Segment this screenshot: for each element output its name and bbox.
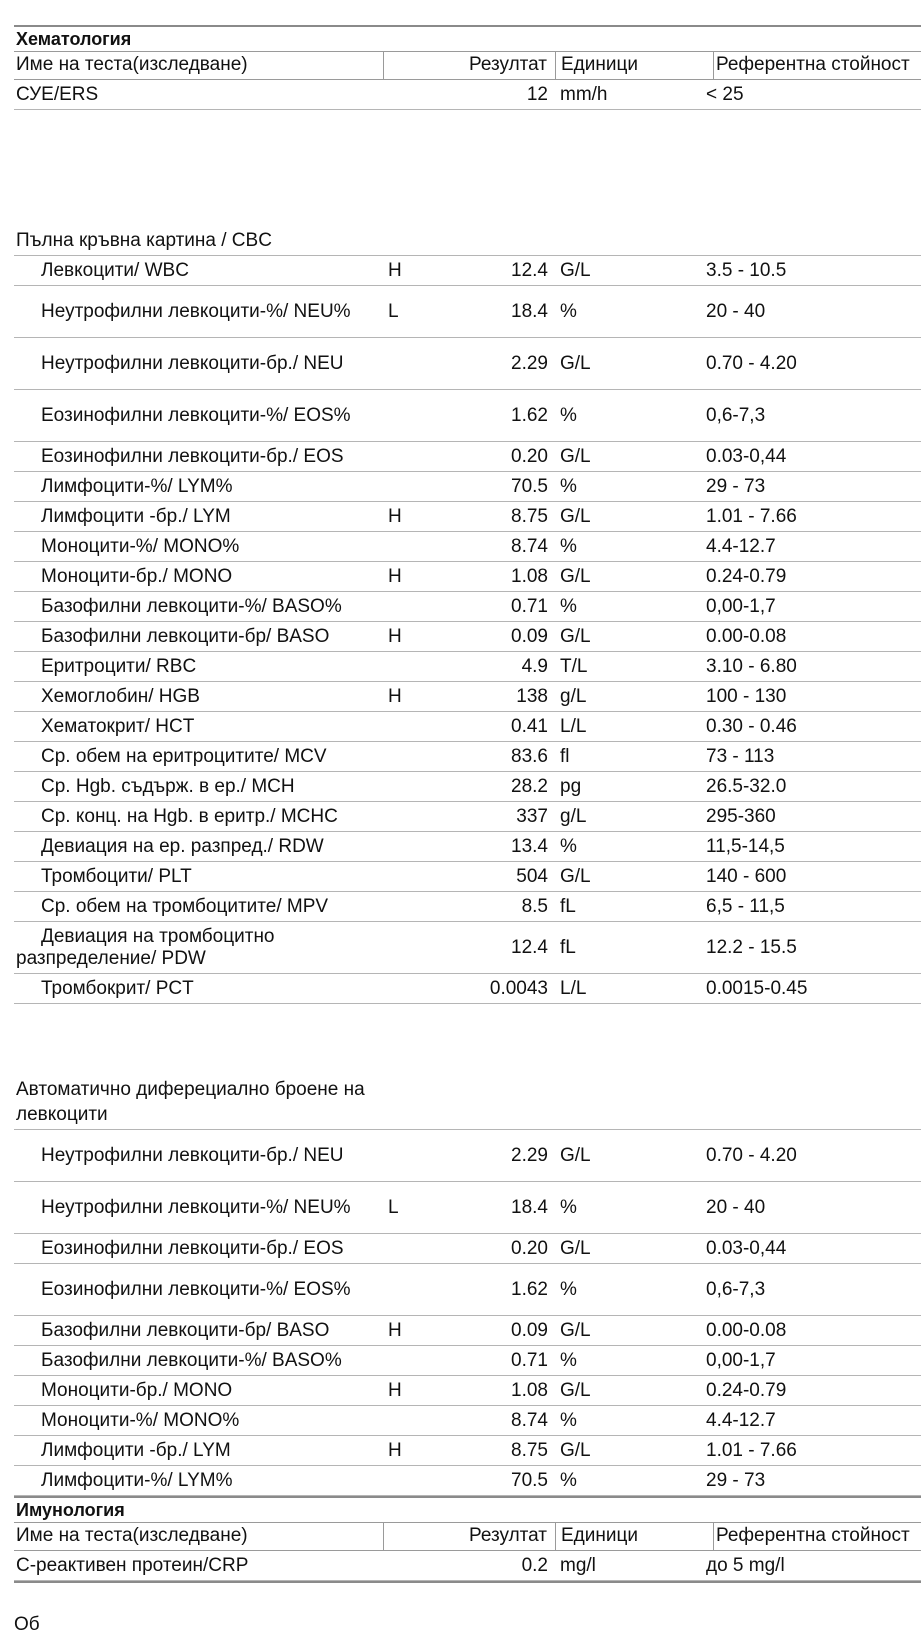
result-unit: G/L bbox=[560, 352, 591, 374]
reference-range: 20 - 40 bbox=[706, 1196, 766, 1218]
table-row bbox=[14, 1406, 921, 1436]
result-flag bbox=[384, 652, 418, 681]
result-value: 2.29 bbox=[511, 1144, 548, 1166]
result-unit: % bbox=[560, 475, 577, 497]
test-name: Ср. обем на тромбоцитите/ MPV bbox=[41, 895, 329, 917]
result-value: 1.62 bbox=[511, 1278, 548, 1300]
result-unit: % bbox=[560, 300, 577, 322]
table-row bbox=[14, 974, 921, 1004]
reference-range: 295-360 bbox=[706, 805, 776, 827]
cbc-rows bbox=[14, 256, 921, 1004]
result-unit: G/L bbox=[560, 1144, 591, 1166]
result-value: 12.4 bbox=[511, 259, 548, 281]
table-header bbox=[14, 1522, 921, 1551]
result-flag bbox=[384, 1551, 418, 1580]
test-name: Тромбоцити/ PLT bbox=[41, 865, 192, 887]
test-name: СУЕ/ERS bbox=[16, 83, 99, 105]
table-row bbox=[14, 1234, 921, 1264]
table-row-ese bbox=[14, 80, 921, 110]
result-flag: H bbox=[388, 685, 402, 707]
test-name: Ср. конц. на Hgb. в еритр./ MCHC bbox=[41, 805, 338, 827]
result-unit: L/L bbox=[560, 715, 587, 737]
reference-range: 6,5 - 11,5 bbox=[706, 895, 785, 917]
result-unit: % bbox=[560, 835, 577, 857]
table-row bbox=[14, 532, 921, 562]
table-row bbox=[14, 1264, 921, 1316]
test-name: Лимфоцити -бр./ LYM bbox=[41, 1439, 231, 1461]
result-value: 0.71 bbox=[511, 595, 548, 617]
table-row bbox=[14, 1316, 921, 1346]
result-flag: H bbox=[388, 505, 402, 527]
footer-text: Об bbox=[14, 1614, 40, 1635]
result-flag bbox=[384, 1130, 418, 1181]
test-name: Девиация на ер. разпред./ RDW bbox=[41, 835, 324, 857]
result-value: 18.4 bbox=[511, 300, 548, 322]
result-flag: H bbox=[388, 1319, 402, 1341]
lab-report bbox=[14, 25, 921, 1583]
test-name: Еозинофилни левкоцити-%/ EOS% bbox=[41, 1278, 351, 1300]
result-unit: mm/h bbox=[560, 83, 608, 105]
reference-range: 73 - 113 bbox=[706, 745, 775, 767]
reference-range: 3.5 - 10.5 bbox=[706, 259, 787, 281]
cbc-group-header bbox=[14, 110, 921, 256]
table-row bbox=[14, 562, 921, 592]
result-flag bbox=[384, 832, 418, 861]
result-unit: g/L bbox=[560, 805, 587, 827]
result-flag: H bbox=[388, 625, 402, 647]
table-row bbox=[14, 832, 921, 862]
table-row bbox=[14, 862, 921, 892]
result-unit: G/L bbox=[560, 445, 591, 467]
table-row bbox=[14, 592, 921, 622]
reference-range: 4.4-12.7 bbox=[706, 1409, 776, 1431]
reference-range: 20 - 40 bbox=[706, 300, 766, 322]
table-row bbox=[14, 390, 921, 442]
result-unit: G/L bbox=[560, 1439, 591, 1461]
result-flag bbox=[384, 922, 418, 973]
result-flag bbox=[384, 892, 418, 921]
test-name: Еозинофилни левкоцити-бр./ EOS bbox=[41, 1237, 344, 1259]
result-value: 12 bbox=[526, 83, 548, 105]
result-unit: T/L bbox=[560, 655, 588, 677]
test-name: Хематокрит/ HCT bbox=[41, 715, 195, 737]
reference-range: 0,00-1,7 bbox=[706, 1349, 776, 1371]
result-unit: fL bbox=[560, 936, 576, 958]
reference-range: 1.01 - 7.66 bbox=[706, 505, 797, 527]
result-value: 504 bbox=[516, 865, 548, 887]
table-row bbox=[14, 1376, 921, 1406]
header-result: Резултат bbox=[384, 52, 556, 79]
table-row bbox=[14, 502, 921, 532]
reference-range: 4.4-12.7 bbox=[706, 535, 776, 557]
reference-range: 0.03-0,44 bbox=[706, 1237, 787, 1259]
result-flag: L bbox=[388, 300, 399, 322]
header-units: Единици bbox=[556, 1523, 714, 1550]
test-name: Неутрофилни левкоцити-бр./ NEU bbox=[41, 1144, 344, 1166]
result-flag bbox=[384, 442, 418, 471]
test-name: Моноцити-%/ MONO% bbox=[41, 535, 240, 557]
test-name: Лимфоцити-%/ LYM% bbox=[41, 475, 233, 497]
header-reference: Референтна стойност bbox=[716, 1525, 910, 1546]
table-row bbox=[14, 772, 921, 802]
result-flag bbox=[384, 712, 418, 741]
table-row bbox=[14, 802, 921, 832]
result-unit: % bbox=[560, 595, 577, 617]
result-value: 1.62 bbox=[511, 404, 548, 426]
table-row bbox=[14, 472, 921, 502]
result-value: 70.5 bbox=[511, 1469, 548, 1491]
reference-range: 26.5-32.0 bbox=[706, 775, 787, 797]
header-test-name: Име на теста(изследване) bbox=[14, 52, 384, 79]
test-name: Еозинофилни левкоцити-%/ EOS% bbox=[41, 404, 351, 426]
test-name: Базофилни левкоцити-бр/ BASO bbox=[41, 625, 330, 647]
test-name: Левкоцити/ WBC bbox=[41, 259, 189, 281]
reference-range: 0,00-1,7 bbox=[706, 595, 776, 617]
result-flag: H bbox=[388, 565, 402, 587]
result-flag: H bbox=[388, 259, 402, 281]
reference-range: 29 - 73 bbox=[706, 1469, 766, 1491]
result-value: 0.2 bbox=[521, 1554, 548, 1576]
reference-range: 0.00-0.08 bbox=[706, 1319, 787, 1341]
result-value: 12.4 bbox=[511, 936, 548, 958]
diff-rows bbox=[14, 1130, 921, 1496]
result-flag bbox=[384, 802, 418, 831]
result-flag bbox=[384, 974, 418, 1003]
result-flag bbox=[384, 592, 418, 621]
result-value: 0.71 bbox=[511, 1349, 548, 1371]
result-value: 1.08 bbox=[511, 1379, 548, 1401]
reference-range: 0.30 - 0.46 bbox=[706, 715, 797, 737]
result-unit: mg/l bbox=[560, 1554, 596, 1576]
test-name: Ср. обем на еритроцитите/ MCV bbox=[41, 745, 327, 767]
table-row bbox=[14, 922, 921, 974]
table-row bbox=[14, 622, 921, 652]
test-name: Базофилни левкоцити-%/ BASO% bbox=[41, 595, 342, 617]
immunology-rows bbox=[14, 1551, 921, 1581]
reference-range: 0.00-0.08 bbox=[706, 625, 787, 647]
reference-range: 0.03-0,44 bbox=[706, 445, 787, 467]
result-value: 0.20 bbox=[511, 445, 548, 467]
result-unit: G/L bbox=[560, 259, 591, 281]
group-title-cbc: Пълна кръвна картина / CBC bbox=[16, 230, 272, 251]
reference-range: 11,5-14,5 bbox=[706, 835, 785, 857]
table-row bbox=[14, 1466, 921, 1496]
result-value: 1.08 bbox=[511, 565, 548, 587]
result-flag: H bbox=[388, 1379, 402, 1401]
reference-range: 12.2 - 15.5 bbox=[706, 936, 797, 958]
result-flag bbox=[384, 1406, 418, 1435]
reference-range: < 25 bbox=[706, 83, 744, 105]
result-flag: H bbox=[388, 1439, 402, 1461]
result-value: 0.41 bbox=[511, 715, 548, 737]
result-flag bbox=[384, 532, 418, 561]
test-name: Ср. Hgb. съдърж. в ер./ MCH bbox=[41, 775, 295, 797]
test-name: Неутрофилни левкоцити-%/ NEU% bbox=[41, 300, 351, 322]
reference-range: 0.24-0.79 bbox=[706, 1379, 787, 1401]
table-header bbox=[14, 51, 921, 80]
test-name: Базофилни левкоцити-%/ BASO% bbox=[41, 1349, 342, 1371]
test-name: Неутрофилни левкоцити-бр./ NEU bbox=[41, 352, 344, 374]
result-flag bbox=[384, 772, 418, 801]
result-value: 13.4 bbox=[511, 835, 548, 857]
result-value: 8.74 bbox=[511, 535, 548, 557]
result-value: 0.09 bbox=[511, 625, 548, 647]
group-title-diff: Автоматично диферециално броене на левкоцити bbox=[16, 1079, 365, 1125]
test-name: Еозинофилни левкоцити-бр./ EOS bbox=[41, 445, 344, 467]
result-value: 18.4 bbox=[511, 1196, 548, 1218]
result-flag bbox=[384, 80, 418, 109]
result-flag bbox=[384, 338, 418, 389]
result-value: 8.75 bbox=[511, 1439, 548, 1461]
test-name: Девиация на тромбоцитно разпределение/ PDW bbox=[16, 925, 275, 969]
reference-range: 3.10 - 6.80 bbox=[706, 655, 797, 677]
result-unit: % bbox=[560, 1409, 577, 1431]
result-unit: % bbox=[560, 1469, 577, 1491]
result-value: 2.29 bbox=[511, 352, 548, 374]
test-name: Тромбокрит/ PCT bbox=[41, 977, 194, 999]
table-row bbox=[14, 742, 921, 772]
result-flag: L bbox=[388, 1196, 399, 1218]
result-unit: G/L bbox=[560, 1379, 591, 1401]
result-unit: G/L bbox=[560, 625, 591, 647]
result-unit: % bbox=[560, 1278, 577, 1300]
result-unit: L/L bbox=[560, 977, 587, 999]
result-unit: G/L bbox=[560, 1319, 591, 1341]
result-flag bbox=[384, 862, 418, 891]
test-name: Лимфоцити -бр./ LYM bbox=[41, 505, 231, 527]
test-name: Моноцити-бр./ MONO bbox=[41, 1379, 233, 1401]
result-value: 8.74 bbox=[511, 1409, 548, 1431]
table-row bbox=[14, 338, 921, 390]
reference-range: 140 - 600 bbox=[706, 865, 787, 887]
test-name: Хемоглобин/ HGB bbox=[41, 685, 200, 707]
reference-range: 0,6-7,3 bbox=[706, 404, 766, 426]
table-row bbox=[14, 286, 921, 338]
divider bbox=[14, 1581, 921, 1583]
table-row bbox=[14, 712, 921, 742]
test-name: Базофилни левкоцити-бр/ BASO bbox=[41, 1319, 330, 1341]
header-test-name: Име на теста(изследване) bbox=[14, 1523, 384, 1550]
reference-range: 29 - 73 bbox=[706, 475, 766, 497]
result-unit: % bbox=[560, 1196, 577, 1218]
table-row bbox=[14, 1182, 921, 1234]
result-flag bbox=[384, 1234, 418, 1263]
result-value: 337 bbox=[516, 805, 548, 827]
test-name: Моноцити-%/ MONO% bbox=[41, 1409, 240, 1431]
result-flag bbox=[384, 742, 418, 771]
table-row bbox=[14, 892, 921, 922]
result-value: 28.2 bbox=[511, 775, 548, 797]
result-unit: % bbox=[560, 1349, 577, 1371]
test-name: Моноцити-бр./ MONO bbox=[41, 565, 233, 587]
header-units: Единици bbox=[556, 52, 714, 79]
table-row bbox=[14, 256, 921, 286]
diff-group-header bbox=[14, 1004, 921, 1130]
table-row bbox=[14, 652, 921, 682]
result-value: 8.75 bbox=[511, 505, 548, 527]
test-name: Неутрофилни левкоцити-%/ NEU% bbox=[41, 1196, 351, 1218]
table-row bbox=[14, 682, 921, 712]
result-unit: G/L bbox=[560, 1237, 591, 1259]
result-value: 4.9 bbox=[521, 655, 548, 677]
result-flag bbox=[384, 1346, 418, 1375]
reference-range: до 5 mg/l bbox=[706, 1554, 785, 1576]
result-unit: G/L bbox=[560, 865, 591, 887]
table-row bbox=[14, 1346, 921, 1376]
result-unit: fL bbox=[560, 895, 576, 917]
result-unit: % bbox=[560, 535, 577, 557]
result-unit: % bbox=[560, 404, 577, 426]
result-value: 0.09 bbox=[511, 1319, 548, 1341]
result-value: 0.20 bbox=[511, 1237, 548, 1259]
result-flag bbox=[384, 1466, 418, 1495]
table-row bbox=[14, 1436, 921, 1466]
table-row bbox=[14, 1551, 921, 1581]
result-value: 138 bbox=[516, 685, 548, 707]
test-name: С-реактивен протеин/CRP bbox=[16, 1554, 249, 1576]
test-name: Еритроцити/ RBC bbox=[41, 655, 197, 677]
reference-range: 100 - 130 bbox=[706, 685, 787, 707]
reference-range: 1.01 - 7.66 bbox=[706, 1439, 797, 1461]
result-unit: G/L bbox=[560, 505, 591, 527]
result-flag bbox=[384, 390, 418, 441]
reference-range: 0,6-7,3 bbox=[706, 1278, 766, 1300]
table-row bbox=[14, 442, 921, 472]
reference-range: 0.70 - 4.20 bbox=[706, 1144, 797, 1166]
result-unit: g/L bbox=[560, 685, 587, 707]
result-value: 0.0043 bbox=[489, 977, 548, 999]
test-name: Лимфоцити-%/ LYM% bbox=[41, 1469, 233, 1491]
reference-range: 0.70 - 4.20 bbox=[706, 352, 797, 374]
result-value: 70.5 bbox=[511, 475, 548, 497]
reference-range: 0.24-0.79 bbox=[706, 565, 787, 587]
result-value: 83.6 bbox=[511, 745, 548, 767]
result-unit: pg bbox=[560, 775, 582, 797]
reference-range: 0.0015-0.45 bbox=[706, 977, 808, 999]
result-value: 8.5 bbox=[521, 895, 548, 917]
result-unit: fl bbox=[560, 745, 570, 767]
result-flag bbox=[384, 1264, 418, 1315]
header-result: Резултат bbox=[384, 1523, 556, 1550]
section-title-immunology: Имунология bbox=[14, 1496, 921, 1522]
result-flag bbox=[384, 472, 418, 501]
result-unit: G/L bbox=[560, 565, 591, 587]
header-reference: Референтна стойност bbox=[716, 54, 910, 75]
section-title-hematology: Хематология bbox=[14, 25, 921, 51]
table-row bbox=[14, 1130, 921, 1182]
